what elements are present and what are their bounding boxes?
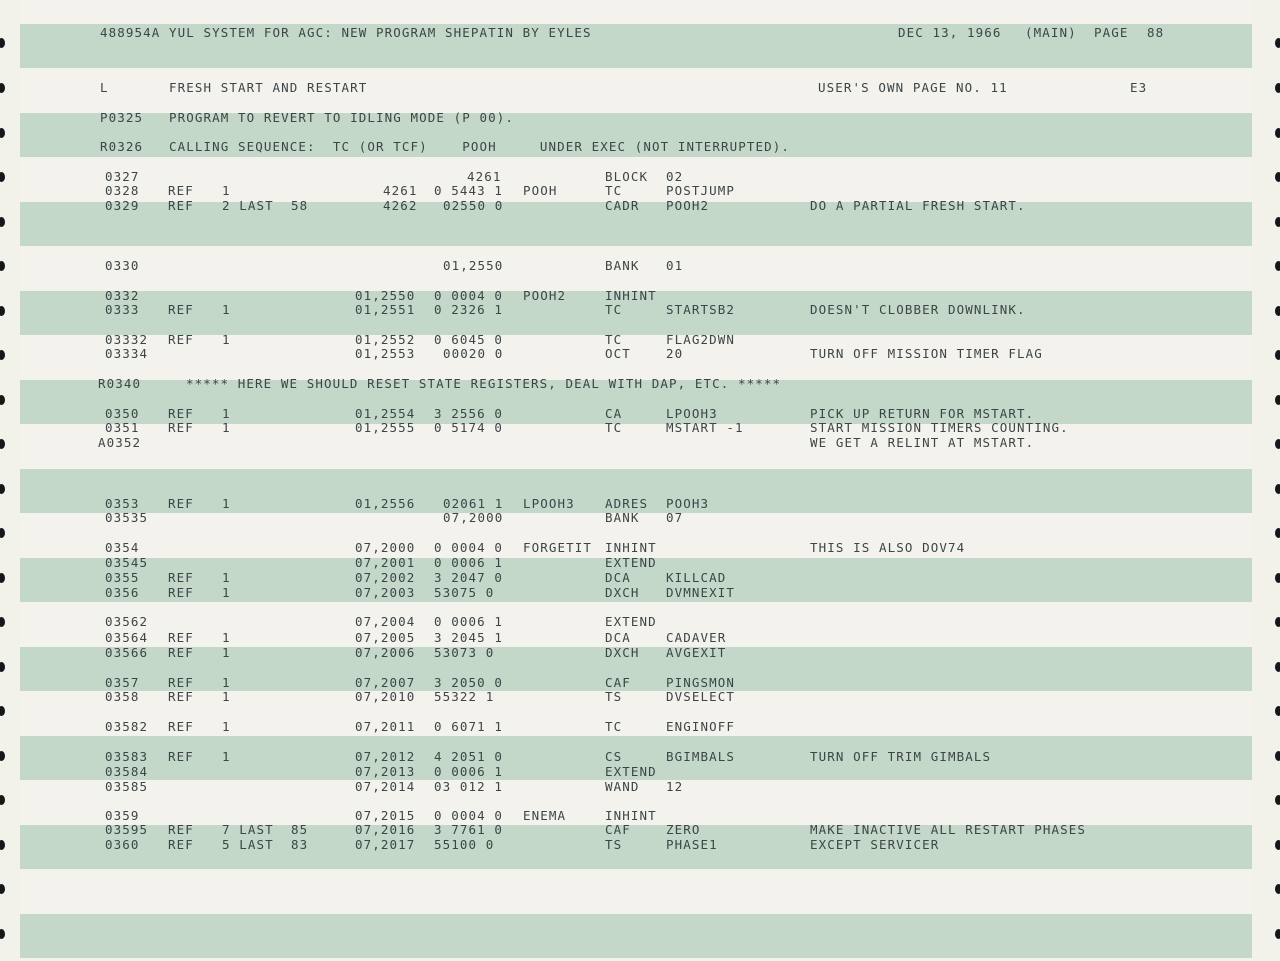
listing-field: REF bbox=[168, 719, 194, 734]
feed-hole bbox=[1275, 573, 1280, 583]
feed-hole bbox=[0, 439, 5, 449]
listing-field: TC bbox=[605, 719, 623, 734]
listing-field: REF bbox=[168, 822, 194, 837]
listing-field: 07,2003 bbox=[355, 585, 416, 600]
listing-field: LPOOH3 bbox=[666, 406, 718, 421]
listing-field: 03585 bbox=[105, 779, 149, 794]
listing-field: POSTJUMP bbox=[666, 183, 736, 198]
feed-hole bbox=[1275, 751, 1280, 761]
listing-field: PROGRAM TO REVERT TO IDLING MODE (P 00). bbox=[169, 110, 515, 125]
listing-field: CALLING SEQUENCE: TC (OR TCF) POOH UNDER EXEC (NOT INTERRUPTED). bbox=[169, 139, 791, 154]
feed-hole bbox=[0, 884, 5, 894]
feed-hole bbox=[0, 840, 5, 850]
listing-field: MAKE INACTIVE ALL RESTART PHASES bbox=[810, 822, 1087, 837]
listing-field: 01,2550 bbox=[443, 258, 504, 273]
listing-field: 0351 bbox=[105, 420, 140, 435]
listing-field: 55322 1 bbox=[434, 689, 495, 704]
listing-field: EXCEPT SERVICER bbox=[810, 837, 940, 852]
listing-field: 4262 bbox=[383, 198, 418, 213]
listing-field: 1 bbox=[222, 689, 231, 704]
listing-field: 55100 0 bbox=[434, 837, 495, 852]
listing-field: 03595 bbox=[105, 822, 149, 837]
listing-field: 07,2000 bbox=[355, 540, 416, 555]
listing-field: 01 bbox=[666, 258, 684, 273]
feed-hole bbox=[0, 706, 5, 716]
listing-field: 0329 bbox=[105, 198, 140, 213]
listing-field: 1 bbox=[222, 675, 231, 690]
feed-hole bbox=[0, 795, 5, 805]
listing-field: 0358 bbox=[105, 689, 140, 704]
listing-field: 0 0006 1 bbox=[434, 614, 504, 629]
listing-field: REF bbox=[168, 675, 194, 690]
listing-field: 0357 bbox=[105, 675, 140, 690]
listing-field: 07,2001 bbox=[355, 555, 416, 570]
listing-field: EXTEND bbox=[605, 555, 657, 570]
users-page-number: USER'S OWN PAGE NO. 11 bbox=[818, 80, 1008, 95]
listing-field: 3 7761 0 bbox=[434, 822, 504, 837]
header-mode: (MAIN) bbox=[1025, 25, 1077, 40]
feed-hole bbox=[1275, 884, 1280, 894]
listing-field: STARTSB2 bbox=[666, 302, 736, 317]
listing-field: REF bbox=[168, 420, 194, 435]
listing-field: 02061 1 bbox=[443, 496, 504, 511]
feed-hole bbox=[1275, 395, 1280, 405]
listing-field: 1 bbox=[222, 585, 231, 600]
listing-field: 1 bbox=[222, 406, 231, 421]
listing-field: 12 bbox=[666, 779, 684, 794]
feed-hole bbox=[0, 172, 5, 182]
listing-field: 03583 bbox=[105, 749, 149, 764]
listing-field: REF bbox=[168, 630, 194, 645]
listing-field: 0 6045 0 bbox=[434, 332, 504, 347]
listing-field: 5 LAST 83 bbox=[222, 837, 309, 852]
listing-field: REF bbox=[168, 302, 194, 317]
listing-field: TS bbox=[605, 689, 623, 704]
listing-field: 3 2050 0 bbox=[434, 675, 504, 690]
feed-hole bbox=[1275, 217, 1280, 227]
listing-field: 3 2556 0 bbox=[434, 406, 504, 421]
listing-field: DVMNEXIT bbox=[666, 585, 736, 600]
listing-field: 3 2047 0 bbox=[434, 570, 504, 585]
listing-field: 01,2552 bbox=[355, 332, 416, 347]
feed-hole bbox=[1275, 83, 1280, 93]
listing-field: 03566 bbox=[105, 645, 149, 660]
page-number: 88 bbox=[1147, 25, 1165, 40]
feed-hole bbox=[0, 306, 5, 316]
listing-field: 03334 bbox=[105, 346, 149, 361]
listing-field: 03584 bbox=[105, 764, 149, 779]
listing-field: 1 bbox=[222, 570, 231, 585]
listing-field: 0 0006 1 bbox=[434, 764, 504, 779]
listing-field: ADRES bbox=[605, 496, 649, 511]
listing-field: FORGETIT bbox=[523, 540, 593, 555]
listing-field: AVGEXIT bbox=[666, 645, 727, 660]
listing-field: EXTEND bbox=[605, 614, 657, 629]
listing-field: 1 bbox=[222, 645, 231, 660]
listing-field: 07,2007 bbox=[355, 675, 416, 690]
listing-field: 01,2555 bbox=[355, 420, 416, 435]
listing-field: 01,2556 bbox=[355, 496, 416, 511]
listing-field: BGIMBALS bbox=[666, 749, 736, 764]
listing-field: TC bbox=[605, 183, 623, 198]
listing-field: THIS IS ALSO DOV74 bbox=[810, 540, 966, 555]
listing-field: ZERO bbox=[666, 822, 701, 837]
listing-field: 07,2002 bbox=[355, 570, 416, 585]
listing-field: DVSELECT bbox=[666, 689, 736, 704]
feed-hole bbox=[0, 617, 5, 627]
listing-field: 0332 bbox=[105, 288, 140, 303]
listing-field: 1 bbox=[222, 420, 231, 435]
listing-field: 4261 bbox=[383, 183, 418, 198]
green-band bbox=[20, 914, 1252, 958]
listing-field: 00020 0 bbox=[443, 346, 504, 361]
listing-field: TC bbox=[605, 332, 623, 347]
listing-field: 0 6071 1 bbox=[434, 719, 504, 734]
feed-hole bbox=[0, 38, 5, 48]
listing-field: 01,2553 bbox=[355, 346, 416, 361]
listing-field: 4 2051 0 bbox=[434, 749, 504, 764]
listing-field: DCA bbox=[605, 630, 631, 645]
listing-field: 1 bbox=[222, 496, 231, 511]
listing-field: TURN OFF MISSION TIMER FLAG bbox=[810, 346, 1043, 361]
listing-field: DCA bbox=[605, 570, 631, 585]
listing-field: FLAG2DWN bbox=[666, 332, 736, 347]
page-label: PAGE bbox=[1094, 25, 1129, 40]
listing-field: 03562 bbox=[105, 614, 149, 629]
listing-field: 1 bbox=[222, 630, 231, 645]
listing-field: TC bbox=[605, 420, 623, 435]
listing-field: PINGSMON bbox=[666, 675, 736, 690]
listing-field: REF bbox=[168, 645, 194, 660]
feed-hole bbox=[1275, 439, 1280, 449]
listing-field: 0330 bbox=[105, 258, 140, 273]
feed-hole bbox=[0, 573, 5, 583]
listing-field: 1 bbox=[222, 183, 231, 198]
listing-field: 07,2013 bbox=[355, 764, 416, 779]
listing-field: BANK bbox=[605, 510, 640, 525]
section-marker: L bbox=[100, 80, 109, 95]
header-date: DEC 13, 1966 bbox=[898, 25, 1002, 40]
listing-field: TURN OFF TRIM GIMBALS bbox=[810, 749, 992, 764]
listing-field: POOH2 bbox=[523, 288, 567, 303]
listing-field: 0 0004 0 bbox=[434, 808, 504, 823]
feed-hole bbox=[0, 395, 5, 405]
listing-field: REF bbox=[168, 183, 194, 198]
listing-field: CA bbox=[605, 406, 623, 421]
listing-field: OCT bbox=[605, 346, 631, 361]
listing-field: LPOOH3 bbox=[523, 496, 575, 511]
listing-field: 03564 bbox=[105, 630, 149, 645]
listing-field: INHINT bbox=[605, 540, 657, 555]
feed-hole bbox=[0, 217, 5, 227]
listing-field: MSTART -1 bbox=[666, 420, 744, 435]
feed-hole bbox=[1275, 306, 1280, 316]
listing-field: 4261 bbox=[467, 169, 502, 184]
listing-field: 07,2017 bbox=[355, 837, 416, 852]
listing-field: REF bbox=[168, 406, 194, 421]
listing-field: DO A PARTIAL FRESH START. bbox=[810, 198, 1026, 213]
feed-hole bbox=[0, 751, 5, 761]
job-title: 488954A YUL SYSTEM FOR AGC: NEW PROGRAM SHEPATIN BY EYLES bbox=[100, 25, 592, 40]
listing-field: 03545 bbox=[105, 555, 149, 570]
listing-field: 2 LAST 58 bbox=[222, 198, 309, 213]
listing-field: 0 0004 0 bbox=[434, 288, 504, 303]
listing-field: BLOCK bbox=[605, 169, 649, 184]
feed-hole bbox=[1275, 350, 1280, 360]
listing-field: WAND bbox=[605, 779, 640, 794]
feed-hole bbox=[0, 350, 5, 360]
feed-hole bbox=[1275, 929, 1280, 939]
listing-field: 0350 bbox=[105, 406, 140, 421]
listing-field: 1 bbox=[222, 719, 231, 734]
listing-field: 01,2551 bbox=[355, 302, 416, 317]
listing-field: 03535 bbox=[105, 510, 149, 525]
listing-field: START MISSION TIMERS COUNTING. bbox=[810, 420, 1069, 435]
feed-hole bbox=[1275, 38, 1280, 48]
feed-hole bbox=[0, 662, 5, 672]
feed-hole bbox=[1275, 706, 1280, 716]
listing-field: 20 bbox=[666, 346, 684, 361]
listing-field: 0360 bbox=[105, 837, 140, 852]
listing-field: REF bbox=[168, 837, 194, 852]
listing-field: P0325 bbox=[100, 110, 144, 125]
listing-field: 07,2012 bbox=[355, 749, 416, 764]
feed-hole bbox=[1275, 662, 1280, 672]
listing-field: CADR bbox=[605, 198, 640, 213]
listing-field: 0355 bbox=[105, 570, 140, 585]
feed-hole bbox=[0, 484, 5, 494]
listing-field: 53075 0 bbox=[434, 585, 495, 600]
listing-field: 02550 0 bbox=[443, 198, 504, 213]
listing-field: REF bbox=[168, 332, 194, 347]
listing-field: 0 2326 1 bbox=[434, 302, 504, 317]
listing-field: DXCH bbox=[605, 645, 640, 660]
listing-field: 07,2014 bbox=[355, 779, 416, 794]
listing-field: POOH2 bbox=[666, 198, 710, 213]
listing-field: CADAVER bbox=[666, 630, 727, 645]
listing-field: 0354 bbox=[105, 540, 140, 555]
listing-field: 0353 bbox=[105, 496, 140, 511]
listing-field: 07,2010 bbox=[355, 689, 416, 704]
feed-hole bbox=[1275, 795, 1280, 805]
listing-field: POOH bbox=[523, 183, 558, 198]
listing-field: 03332 bbox=[105, 332, 149, 347]
feed-hole bbox=[0, 128, 5, 138]
listing-field: DOESN'T CLOBBER DOWNLINK. bbox=[810, 302, 1026, 317]
listing-field: REF bbox=[168, 198, 194, 213]
tractor-feed-right bbox=[1270, 0, 1280, 961]
listing-field: 0359 bbox=[105, 808, 140, 823]
section-code: E3 bbox=[1130, 80, 1148, 95]
listing-field: PHASE1 bbox=[666, 837, 718, 852]
feed-hole bbox=[0, 261, 5, 271]
listing-field: DXCH bbox=[605, 585, 640, 600]
listing-field: 07,2011 bbox=[355, 719, 416, 734]
listing-field: INHINT bbox=[605, 808, 657, 823]
feed-hole bbox=[1275, 617, 1280, 627]
listing-field: 0 0006 1 bbox=[434, 555, 504, 570]
listing-field: 07,2016 bbox=[355, 822, 416, 837]
listing-field: R0326 bbox=[100, 139, 144, 154]
listing-field: REF bbox=[168, 570, 194, 585]
listing-field: 53073 0 bbox=[434, 645, 495, 660]
listing-field: REF bbox=[168, 585, 194, 600]
feed-hole bbox=[0, 528, 5, 538]
listing-field: CS bbox=[605, 749, 623, 764]
listing-field: CAF bbox=[605, 675, 631, 690]
listing-field: 0 5174 0 bbox=[434, 420, 504, 435]
listing-field: EXTEND bbox=[605, 764, 657, 779]
listing-field: 07 bbox=[666, 510, 684, 525]
section-title: FRESH START AND RESTART bbox=[169, 80, 368, 95]
listing-field: 0333 bbox=[105, 302, 140, 317]
feed-hole bbox=[1275, 840, 1280, 850]
listing-field: KILLCAD bbox=[666, 570, 727, 585]
listing-field: 07,2004 bbox=[355, 614, 416, 629]
listing-field: 01,2550 bbox=[355, 288, 416, 303]
listing-field: PICK UP RETURN FOR MSTART. bbox=[810, 406, 1035, 421]
feed-hole bbox=[1275, 484, 1280, 494]
listing-field: ENEMA bbox=[523, 808, 567, 823]
listing-field: 0327 bbox=[105, 169, 140, 184]
listing-field: 0356 bbox=[105, 585, 140, 600]
listing-field: CAF bbox=[605, 822, 631, 837]
listing-field: 1 bbox=[222, 332, 231, 347]
listing-field: ***** HERE WE SHOULD RESET STATE REGISTERS, DEAL WITH DAP, ETC. ***** bbox=[186, 376, 782, 391]
listing-field: 1 bbox=[222, 302, 231, 317]
listing-field: BANK bbox=[605, 258, 640, 273]
tractor-feed-left bbox=[0, 0, 10, 961]
listing-field: 03 012 1 bbox=[434, 779, 504, 794]
listing-field: 0328 bbox=[105, 183, 140, 198]
listing-field: 01,2554 bbox=[355, 406, 416, 421]
listing-field: 03582 bbox=[105, 719, 149, 734]
listing-field: REF bbox=[168, 689, 194, 704]
listing-field: 07,2005 bbox=[355, 630, 416, 645]
listing-field: R0340 bbox=[98, 376, 142, 391]
listing-field: TS bbox=[605, 837, 623, 852]
listing-field: 7 LAST 85 bbox=[222, 822, 309, 837]
feed-hole bbox=[1275, 128, 1280, 138]
listing-field: 07,2006 bbox=[355, 645, 416, 660]
listing-field: WE GET A RELINT AT MSTART. bbox=[810, 435, 1035, 450]
listing-field: INHINT bbox=[605, 288, 657, 303]
listing-field: A0352 bbox=[98, 435, 142, 450]
listing-field: 0 0004 0 bbox=[434, 540, 504, 555]
listing-field: ENGINOFF bbox=[666, 719, 736, 734]
listing-field: 02 bbox=[666, 169, 684, 184]
listing-field: 3 2045 1 bbox=[434, 630, 504, 645]
feed-hole bbox=[1275, 172, 1280, 182]
feed-hole bbox=[1275, 528, 1280, 538]
listing-field: POOH3 bbox=[666, 496, 710, 511]
feed-hole bbox=[1275, 261, 1280, 271]
listing-field: REF bbox=[168, 496, 194, 511]
listing-field: TC bbox=[605, 302, 623, 317]
listing-field: 07,2015 bbox=[355, 808, 416, 823]
feed-hole bbox=[0, 929, 5, 939]
listing-field: 1 bbox=[222, 749, 231, 764]
listing-field: 0 5443 1 bbox=[434, 183, 504, 198]
feed-hole bbox=[0, 83, 5, 93]
listing-field: REF bbox=[168, 749, 194, 764]
listing-field: 07,2000 bbox=[443, 510, 504, 525]
